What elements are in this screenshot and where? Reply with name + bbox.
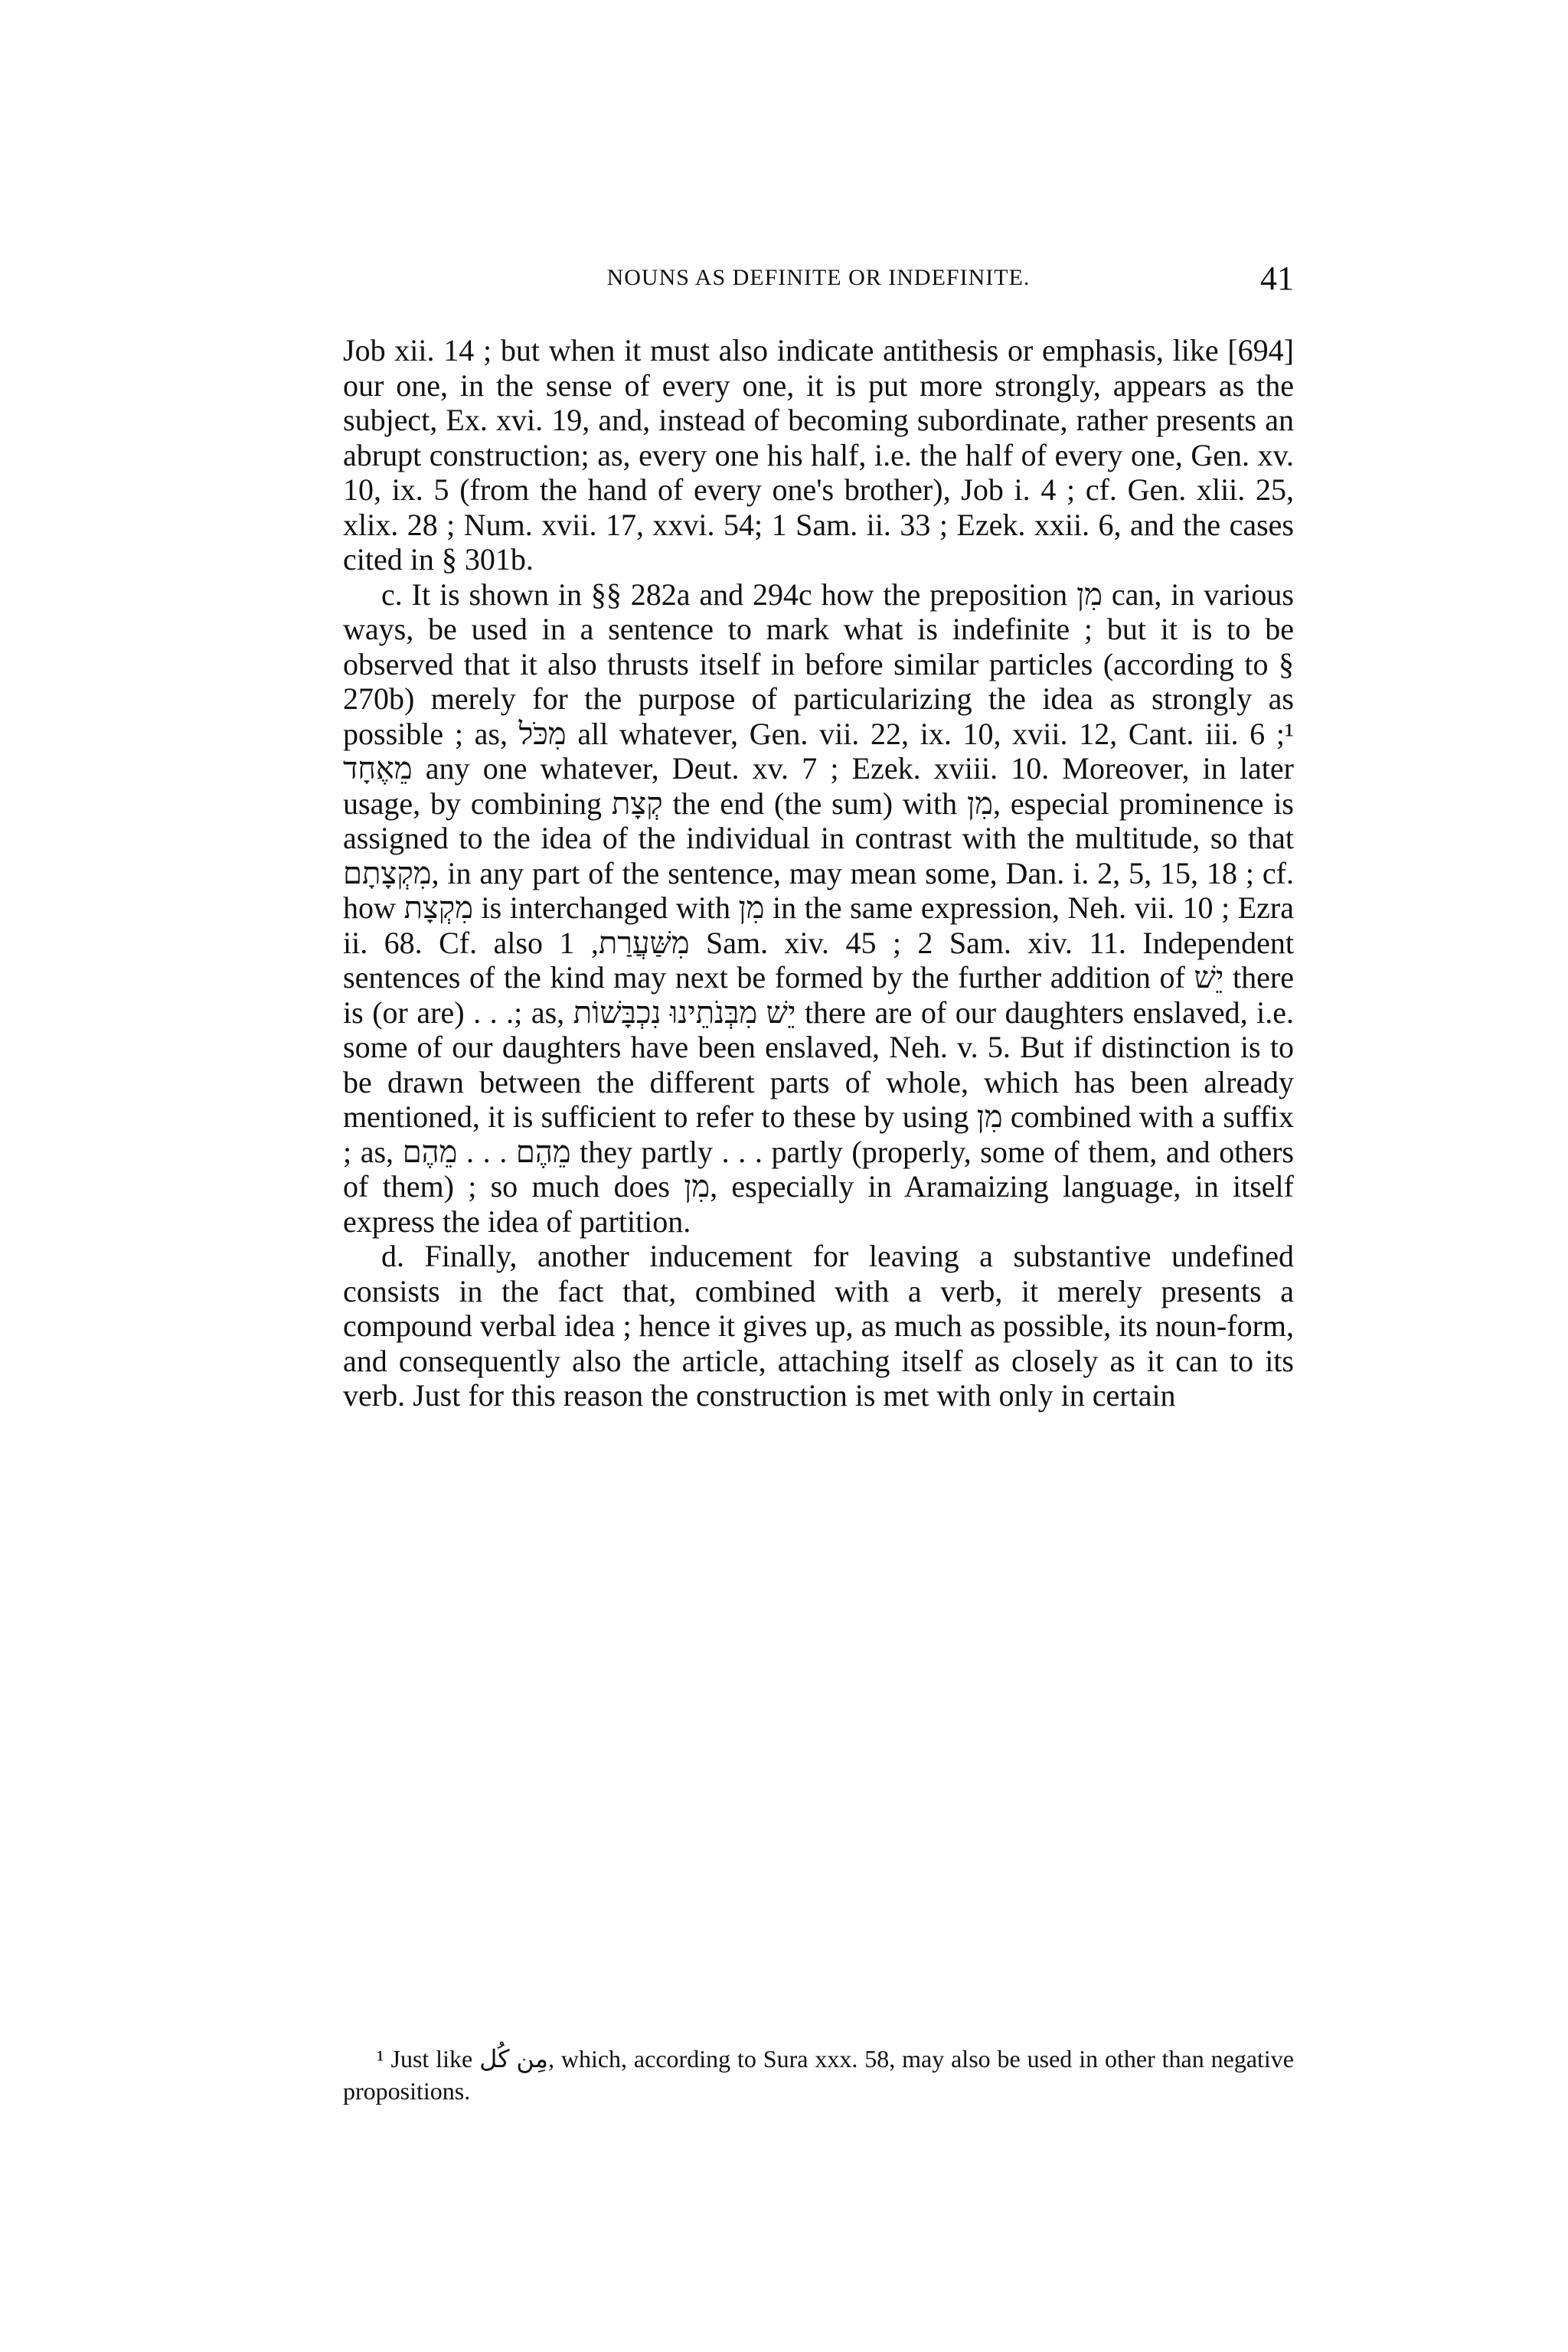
page-number: 41 <box>1260 260 1294 297</box>
footnote <box>343 2043 1294 2107</box>
paragraph-d: d. Finally, another inducement for leaving a substantive undefined consists in the fact that, combined with a verb, it merely presents a compound verbal idea ; hence it gives up, as much as possible, its noun-form, and consequently also the article, attaching itself as closely as it can to its verb. Just for this reason the construction is met with only in certain <box>343 1239 1294 1413</box>
paragraph-continuation: Job xii. 14 ; but when it must also indicate antithesis or emphasis, like [694] our one, in the sense of every one, it is put more strongly, appears as the subject, Ex. xvi. 19, and, instead of becoming subordinate, rather presents an abrupt construction; as, every one his half, i.e. the half of every one, Gen. xv. 10, ix. 5 (from the hand of every one's brother), Job i. 4 ; cf. Gen. xlii. 25, xlix. 28 ; Num. xvii. 17, xxvi. 54; 1 Sam. ii. 33 ; Ezek. xxii. 6, and the cases cited in § 301b. <box>343 333 1294 577</box>
running-title: NOUNS AS DEFINITE OR INDEFINITE. <box>606 265 1031 290</box>
body-text <box>343 333 1294 1413</box>
page-header <box>343 259 1294 302</box>
paragraph-c: c. It is shown in §§ 282a and 294c how the preposition מִן can, in various ways, be used in a sentence to mark what is indefinite ; but it is to be observed that it also thrusts itself in before similar particles (according to § 270b) merely for the purpose of particularizing the idea as strongly as possible ; as, מִכֹּל all whatever, Gen. vii. 22, ix. 10, xvii. 12, Cant. iii. 6 ;¹ מֵאֶחָד any one whatever, Deut. xv. 7 ; Ezek. xviii. 10. Moreover, in later usage, by combining קְצָת the end (the sum) with מִן, especial prominence is assigned to the idea of the individual in contrast with the multitude, so that מִקְצָתָם, in any part of the sentence, may mean some, Dan. i. 2, 5, 15, 18 ; cf. how מִקְצָת is interchanged with מִן in the same expression, Neh. vii. 10 ; Ezra ii. 68. Cf. also מִשַּׁעֲרַת, 1 Sam. xiv. 45 ; 2 Sam. xiv. 11. Independent sentences of the kind may next be formed by the further addition of יֵשׁ there is (or are) . . .; as, יֵשׁ מִבְּנֹתֵינוּ נִכְבָּשׁוֹת there are of our daughters enslaved, i.e. some of our daughters have been enslaved, Neh. v. 5. But if distinction is to be drawn between the different parts of whole, which has been already mentioned, it is sufficient to refer to these by using מִן combined with a suffix ; as, מֵהֶם . . . מֵהֶם they partly . . . partly (properly, some of them, and others of them) ; so much does מִן, especially in Aramaizing language, in itself express the idea of partition. <box>343 577 1295 1239</box>
footnote-text: ¹ Just like مِن كُل, which, according to Sura xxx. 58, may also be used in other than negative propositions. <box>343 2045 1295 2105</box>
